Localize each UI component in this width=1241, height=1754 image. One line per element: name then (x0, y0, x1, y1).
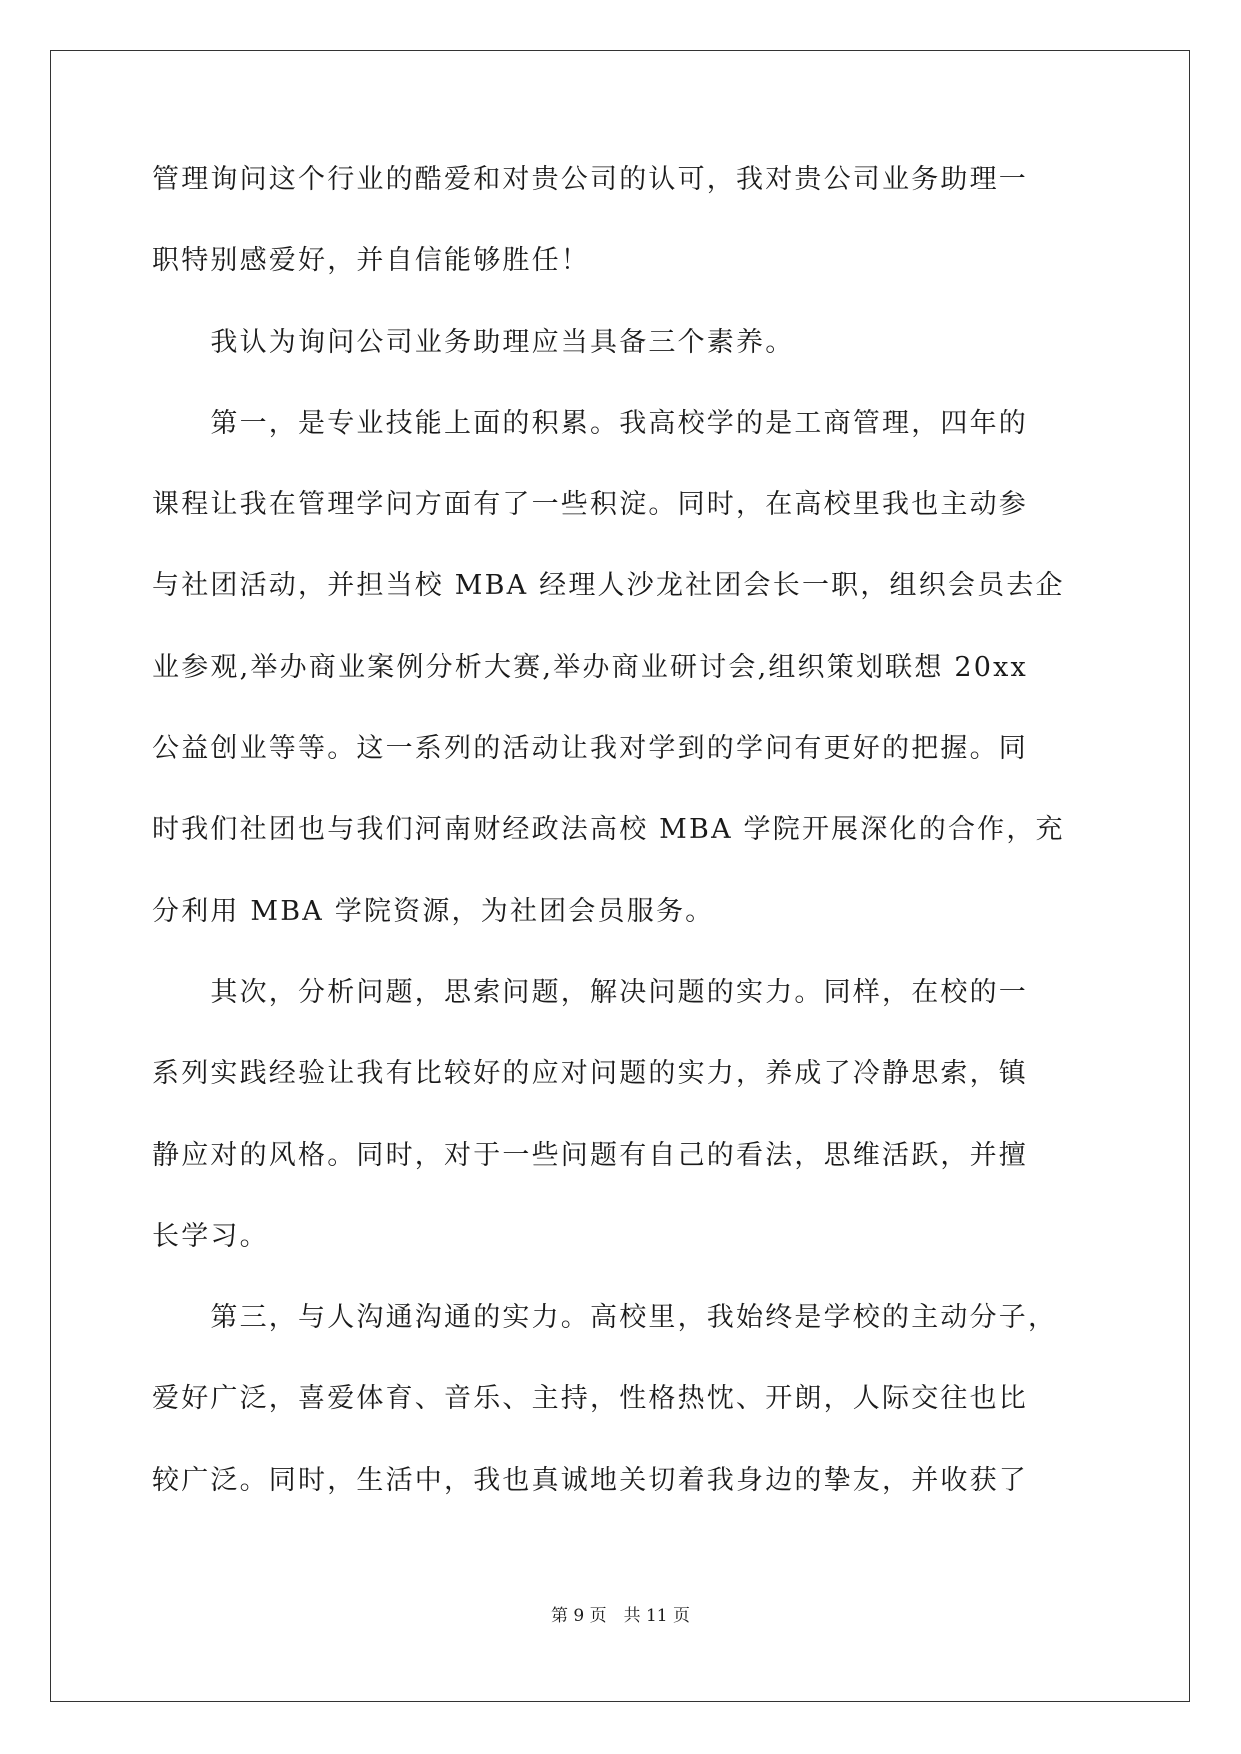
text-line: 第三，与人沟通沟通的实力。高校里，我始终是学校的主动分子， (152, 1302, 1058, 1334)
text-line: 公益创业等等。这一系列的活动让我对学到的学问有更好的把握。同 (152, 733, 1028, 765)
text-line: 与社团活动，并担当校 MBA 经理人沙龙社团会长一职，组织会员去企 (152, 570, 1065, 602)
text-line: 我认为询问公司业务助理应当具备三个素养。 (152, 326, 795, 358)
text-line: 爱好广泛，喜爱体育、音乐、主持，性格热忱、开朗，人际交往也比 (152, 1383, 1028, 1415)
text-line: 第一，是专业技能上面的积累。我高校学的是工商管理，四年的 (152, 407, 1028, 439)
document-body (152, 160, 1092, 1542)
text-line: 业参观,举办商业案例分析大赛,举办商业研讨会,组织策划联想 20xx (152, 651, 1028, 683)
text-line: 课程让我在管理学问方面有了一些积淀。同时，在高校里我也主动参 (152, 489, 1028, 521)
text-line: 其次，分析问题，思索问题，解决问题的实力。同样，在校的一 (152, 976, 1028, 1008)
text-line: 管理询问这个行业的酷爱和对贵公司的认可，我对贵公司业务助理一 (152, 164, 1028, 195)
text-line: 职特别感爱好，并自信能够胜任！ (152, 245, 590, 277)
text-line: 较广泛。同时，生活中，我也真诚地关切着我身边的挚友，并收获了 (152, 1464, 1028, 1496)
text-line: 长学习。 (152, 1220, 269, 1252)
text-line: 静应对的风格。同时，对于一些问题有自己的看法，思维活跃，并擅 (152, 1139, 1028, 1171)
page-number-footer: 第 9 页 共 11 页 (550, 1606, 691, 1626)
text-line: 系列实践经验让我有比较好的应对问题的实力，养成了冷静思索，镇 (152, 1058, 1028, 1090)
text-line: 时我们社团也与我们河南财经政法高校 MBA 学院开展深化的合作，充 (152, 814, 1065, 846)
text-line: 分利用 MBA 学院资源，为社团会员服务。 (152, 895, 715, 927)
